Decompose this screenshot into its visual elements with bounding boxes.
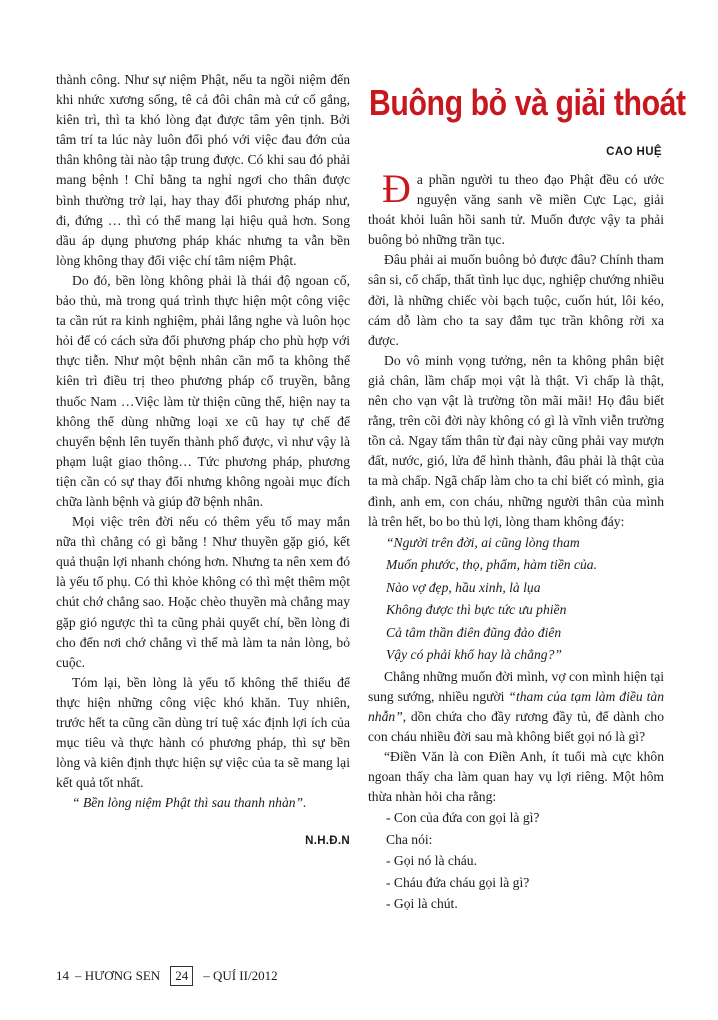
right-paragraph-4-start: Chẳng những muốn đời mình, vợ con mình hiện tại sung sướng, nhiều người: [368, 668, 664, 704]
page-number: 14: [56, 968, 69, 983]
poem-line: Nào vợ đẹp, hầu xinh, là lụa: [386, 579, 541, 595]
left-paragraph-1: thành công. Như sự niệm Phật, nếu ta ngồi niệm đến khi nhức xương sống, tê cả đôi chân mà cứ cố gắng, kiên trì, thì ta khó lòng đạt được tâm yên tịnh. Bởi tâm trí ta lúc này luôn đối phó với việc đau đớn của thân không tài nào tập trung được. Có khi sau đó phải mang bệnh ! Chỉ bằng ta nghỉ ngơi cho thân được bình thường trở lại, hay thay đổi phương pháp như, đi, đứng … thì có thể mang lại hiệu quả hơn. Song dầu áp dụng phương pháp khác nhưng ta vẫn bền lòng không thay đổi việc chí tâm niệm Phật.: [56, 72, 350, 268]
dialog-line: - Cháu đứa cháu gọi là gì?: [386, 874, 530, 890]
story-paragraph: “Điền Văn là con Điền Anh, ít tuổi mà cực khôn ngoan thấy cha làm quan hay vụ lợi riêng. Một hôm thừa nhàn hỏi cha rằng:: [368, 749, 664, 805]
dialog: [368, 807, 664, 915]
page-footer: [56, 966, 278, 986]
left-paragraph-4: Tóm lại, bền lòng là yếu tố không thể thiếu để thực hiện những công việc khó khăn. Tuy nhiên, trước hết ta cũng cần dùng trí tuệ xác định lợi ích của mục tiêu và thực hành có phương pháp, thì sự bền lòng và kiên định thực hiện sự việc của ta sẽ mang lại kết quả tốt nhất.: [56, 674, 350, 791]
magazine-name: – HƯƠNG SEN: [75, 968, 161, 983]
right-column: [368, 166, 664, 915]
drop-cap: Đ: [382, 166, 411, 211]
inline-quote: “tham của tạm làm điều tàn nhẫn”: [368, 688, 664, 724]
poem-line: Vậy có phải khổ hay là chẳng?”: [386, 647, 562, 663]
right-paragraph-4-end: , dồn chứa cho đầy rương đầy tủ, để dành cho con cháu nhiều đời sau mà không biết gọi nó là gì?: [368, 708, 664, 744]
poem-line: Cả tâm thần điên đũng đảo điên: [386, 624, 562, 640]
left-paragraph-2: Do đó, bền lòng không phải là thái độ ngoan cố, bảo thủ, mà trong quá trình thực hiện một công việc ta cần rút ra kinh nghiệm, phải lắng nghe và luôn học hỏi để có cách sửa đổi phương pháp cho phù hợp với thực tiễn. Như một bệnh nhân cần mổ ta không thể kiên trì điều trị theo phương pháp cổ truyền, bằng thuốc Nam …Việc làm từ thiện cũng thế, hiện nay ta không thể dùng những loại xe cũ hay tự chế để chuyển bệnh lên tuyến thành phố được, vì như vậy là phạm luật giao thông… Tức phương pháp, phương tiện cần có sự thay đổi nhưng không ngoài mục đích chữa lành bệnh và giúp đỡ bệnh nhân.: [56, 272, 350, 509]
left-column: [56, 70, 350, 852]
dialog-line: - Gọi là chút.: [386, 896, 458, 912]
right-paragraph-3: Do vô minh vọng tưởng, nên ta không phân biệt giả chân, lầm chấp mọi vật là thật. Vì chấp là thật, nên cho vạn vật là trường tồn mãi mãi! Họ đâu biết rằng, trên cõi đời này không có gì là vĩnh viễn trường tồn cả. Ngay tấm thân từ đại này cũng phải vay mượn đất, nước, gió, lửa để hình thành, đâu phải là thật của ta mà chấp. Ngã chấp làm cho ta chỉ biết có mình, gia đình, anh em, con cháu, những người thân của mình là trên hết, bo bo thủ lợi, lòng tham không đáy:: [368, 352, 664, 529]
right-paragraph-1-text: a phần người tu theo đạo Phật đều có ước nguyện văng sanh về miền Cực Lạc, giải thoát khỏi luân hồi sanh tử. Muốn được vậy ta phải buông bỏ những trần tục.: [368, 172, 664, 248]
dialog-line: - Gọi nó là cháu.: [386, 853, 477, 869]
poem-line: Không được thì bực tức ưu phiền: [386, 602, 567, 618]
article-title: Buông bỏ và giải thoát: [369, 82, 686, 123]
issue-number-box: 24: [170, 966, 193, 986]
dialog-line: - Con của đứa con gọi là gì?: [386, 810, 540, 826]
dialog-line: Cha nói:: [386, 831, 433, 847]
poem: [368, 532, 664, 667]
closing-quote: “ Bền lòng niệm Phật thì sau thanh nhàn”.: [72, 795, 307, 811]
issue-quarter: – QUÍ II/2012: [203, 968, 278, 983]
signature: N.H.Đ.N: [305, 835, 350, 848]
article-author: CAO HUỆ: [606, 146, 662, 158]
right-paragraph-1: [368, 166, 664, 250]
poem-line: “Người trên đời, ai cũng lòng tham: [386, 534, 580, 550]
right-paragraph-4: [368, 667, 664, 747]
left-paragraph-3: Mọi việc trên đời nếu có thêm yếu tố may mắn nữa thì chẳng có gì bằng ! Như thuyền gặp gió, kết quả thuận lợi nhanh chóng hơn. Nhưng ta nên xem đó là yếu tố phụ. Có thì khỏe không có thì mệt thêm một chút chớ chẳng sao. Hoặc chèo thuyền mà chẳng may gặp gió ngược thì ta cũng phải quyết chí, bền lòng đi cho đến nơi chớ chẳng vì thế mà làm ta nản lòng, bỏ cuộc.: [56, 514, 350, 670]
right-paragraph-2: Đâu phải ai muốn buông bỏ được đâu? Chính tham sân si, cố chấp, thất tình lục dục, nghiệp chướng nhiều đời, là những chiếc vòi bạch tuộc, cuốn hút, lôi kéo, cám dỗ làm cho ta say đắm tục trần không rời xa được.: [368, 252, 664, 348]
poem-line: Muốn phước, thọ, phẩm, hàm tiền của.: [386, 557, 597, 573]
